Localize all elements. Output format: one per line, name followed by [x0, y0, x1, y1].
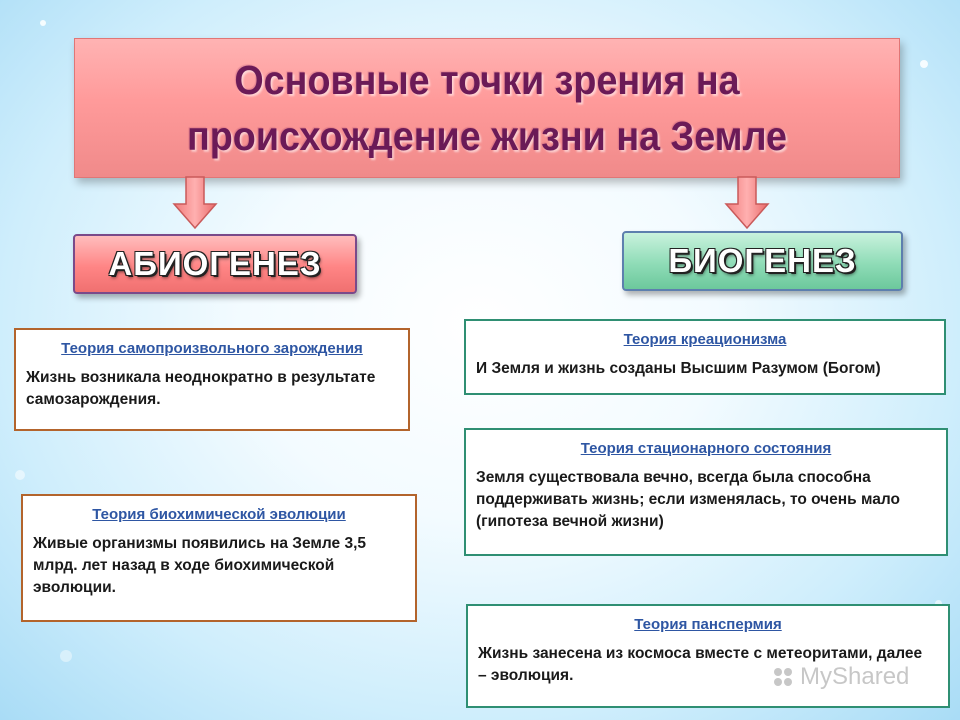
theory-card-panspermia [466, 604, 950, 708]
card-title: Теория самопроизвольного зарождения [61, 340, 363, 357]
background-sparkle [15, 470, 25, 480]
theory-card-spontaneous-generation [14, 328, 410, 431]
myshared-logo-icon [770, 664, 796, 690]
arrow-down-icon [172, 176, 218, 230]
title-banner [74, 38, 900, 178]
watermark [770, 663, 909, 691]
watermark-text: MyShared [800, 663, 910, 690]
theory-card-creationism [464, 319, 946, 395]
card-title: Теория биохимической эволюции [92, 506, 346, 523]
abiogenesis-box [73, 234, 357, 294]
card-title: Теория креационизма [623, 331, 787, 348]
biogenesis-label: БИОГЕНЕЗ [668, 242, 857, 279]
theory-card-steady-state [464, 428, 948, 556]
arrow-down-icon [724, 176, 770, 230]
card-body: Земля существовала вечно, всегда была способна поддерживать жизнь; если изменялась, то очень мало (гипотеза вечной жизни) [476, 469, 900, 530]
card-body: Жизнь занесена из космоса вместе с метеоритами, далее – эволюция. [478, 645, 923, 684]
theory-card-biochemical-evolution [21, 494, 417, 622]
card-body: И Земля и жизнь созданы Высшим Разумом (Богом) [476, 360, 881, 377]
card-title: Теория стационарного состояния [580, 440, 832, 457]
background-sparkle [60, 650, 72, 662]
background-sparkle [920, 60, 928, 68]
card-title: Теория панспермия [634, 616, 782, 633]
card-body: Живые организмы появились на Земле 3,5 млрд. лет назад в ходе биохимической эволюции. [33, 535, 367, 596]
slide-title: Основные точки зрения на происхождение жизни на Земле [186, 57, 788, 159]
biogenesis-box [622, 231, 903, 291]
background-sparkle [40, 20, 46, 26]
abiogenesis-label: АБИОГЕНЕЗ [108, 245, 322, 282]
card-body: Жизнь возникала неоднократно в результате самозарождения. [26, 369, 376, 408]
